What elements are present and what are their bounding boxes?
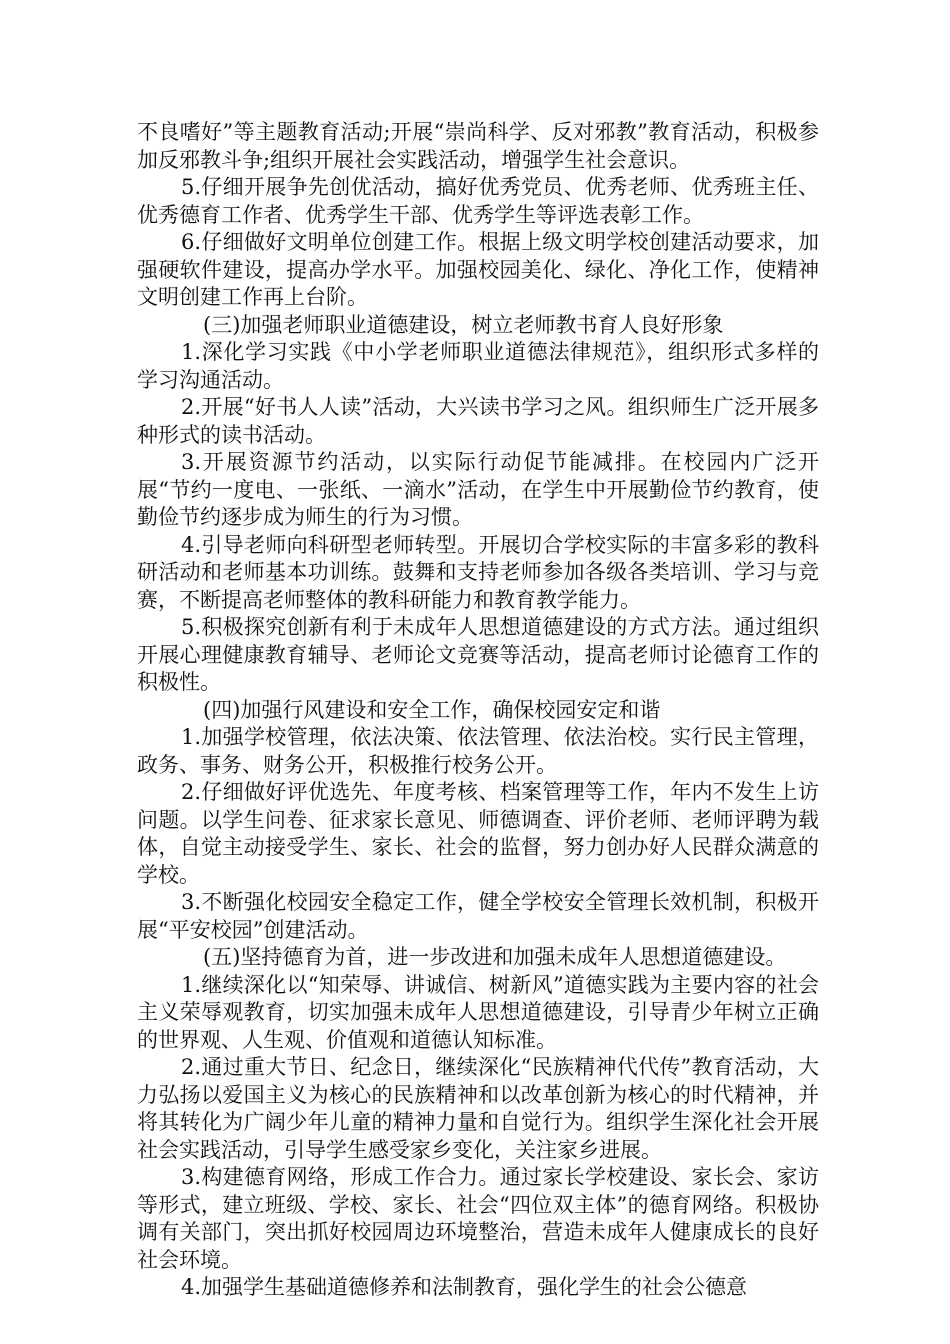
paragraph: 3.构建德育网络，形成工作合力。通过家长学校建设、家长会、家访等形式，建立班级、学校、家长、社会“四位双主体”的德育网络。积极协调有关部门，突出抓好校园周边环境整治，营造未成年人健康成长的良好社会环境。 — [137, 1165, 819, 1272]
paragraph: 不良嗜好”等主题教育活动;开展“崇尚科学、反对邪教”教育活动，积极参加反邪教斗争;组织开展社会实践活动，增强学生社会意识。 — [137, 120, 819, 172]
paragraph: 5.仔细开展争先创优活动，搞好优秀党员、优秀老师、优秀班主任、优秀德育工作者、优秀学生干部、优秀学生等评选表彰工作。 — [137, 175, 819, 227]
section-heading: (四)加强行风建设和安全工作，确保校园安定和谐 — [203, 697, 661, 722]
paragraph: 1.继续深化以“知荣辱、讲诚信、树新风”道德实践为主要内容的社会主义荣辱观教育，切实加强未成年人思想道德建设，引导青少年树立正确的世界观、人生观、价值观和道德认知标准。 — [137, 972, 819, 1052]
document-page — [137, 119, 819, 1302]
paragraph: 3.开展资源节约活动，以实际行动促节能减排。在校园内广泛开展“节约一度电、一张纸、一滴水”活动，在学生中开展勤俭节约教育，使勤俭节约逐步成为师生的行为习惯。 — [137, 450, 819, 529]
paragraph: 6.仔细做好文明单位创建工作。根据上级文明学校创建活动要求，加强硬软件建设，提高办学水平。加强校园美化、绿化、净化工作，使精神文明创建工作再上台阶。 — [137, 230, 819, 309]
section-heading: (五)坚持德育为首，进一步改进和加强未成年人思想道德建设。 — [203, 945, 787, 969]
paragraph: 1.深化学习实践《中小学老师职业道德法律规范》，组织形式多样的学习沟通活动。 — [137, 340, 819, 392]
paragraph: 2.仔细做好评优选先、年度考核、档案管理等工作，年内不发生上访问题。以学生问卷、征求家长意见、师德调查、评价老师、老师评聘为载体，自觉主动接受学生、家长、社会的监督，努力创办好人民群众满意的学校。 — [137, 780, 819, 887]
section-heading: (三)加强老师职业道德建设，树立老师教书育人良好形象 — [203, 312, 724, 337]
paragraph: 4.加强学生基础道德修养和法制教育，强化学生的社会公德意 — [181, 1275, 748, 1299]
paragraph: 2.通过重大节日、纪念日，继续深化“民族精神代代传”教育活动，大力弘扬以爱国主义为核心的民族精神和以改革创新为核心的时代精神，并将其转化为广阔少年儿童的精神力量和自觉行为。组织学生深化社会开展社会实践活动，引导学生感受家乡变化，关注家乡进展。 — [137, 1055, 819, 1162]
paragraph: 3.不断强化校园安全稳定工作，健全学校安全管理长效机制，积极开展“平安校园”创建活动。 — [137, 890, 819, 942]
paragraph: 4.引导老师向科研型老师转型。开展切合学校实际的丰富多彩的教科研活动和老师基本功训练。鼓舞和支持老师参加各级各类培训、学习与竞赛，不断提高老师整体的教科研能力和教育教学能力。 — [137, 532, 819, 612]
paragraph: 2.开展“好书人人读”活动，大兴读书学习之风。组织师生广泛开展多种形式的读书活动。 — [137, 395, 819, 447]
paragraph: 5.积极探究创新有利于未成年人思想道德建设的方式方法。通过组织开展心理健康教育辅导、老师论文竞赛等活动，提高老师讨论德育工作的积极性。 — [137, 615, 819, 694]
paragraph: 1.加强学校管理，依法决策、依法管理、依法治校。实行民主管理，政务、事务、财务公开，积极推行校务公开。 — [137, 725, 819, 777]
